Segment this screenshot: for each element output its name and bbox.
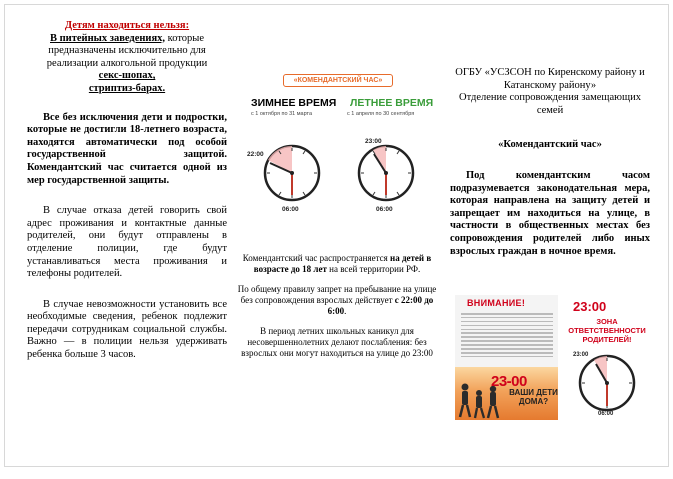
scope-text-c: на всей территории РФ.	[326, 264, 421, 274]
scope-text-a: Комендантский час распространяется	[242, 253, 391, 263]
left-heading-block	[27, 20, 227, 96]
poster-clock-bottom-label: 06:00	[598, 411, 614, 417]
rule-text-a: По общему правилу запрет на пребывание на улице без сопровождения взрослых действует	[237, 284, 437, 305]
winter-start-label: 22:00	[247, 151, 264, 158]
restriction-heading: Детям находиться нельзя:	[64, 20, 190, 31]
middle-text	[237, 253, 437, 359]
summer-start-label: 23:00	[365, 138, 382, 145]
winter-range: с 1 октября по 31 марта	[251, 111, 313, 117]
winter-end-label: 06:00	[282, 206, 299, 213]
drinking-establishments: В питейных заведениях,	[50, 32, 166, 44]
state-protection-paragraph: Все без исключения дети и подростки, которые не достигли 18-летнего возраста, находятся автоматически под особой государственной защитой. Комендантский час считается одной из мер государственной защиты.	[27, 111, 227, 186]
summer-time-label: ЛЕТНЕЕ ВРЕМЯ	[350, 97, 434, 109]
middle-column	[237, 67, 437, 359]
attention-label: ВНИМАНИЕ!	[467, 298, 526, 308]
poster-clock-top-label: 23:00	[573, 352, 589, 358]
winter-time-label: ЗИМНЕЕ ВРЕМЯ	[251, 97, 337, 109]
organization-name: ОГБУ «УСЗСОН по Киренскому району и Катанскому району»	[455, 67, 645, 91]
brochure-page	[4, 4, 669, 467]
clocks-graphic	[237, 67, 437, 225]
winter-clock-icon	[265, 146, 319, 200]
summer-paragraph: В период летних школьных каникул для несовершеннолетних делают послабления: без взрослых они могут находиться на улице до 23:00	[241, 326, 433, 358]
poster-time: 23:00	[573, 299, 607, 314]
brochure-title: «Комендантский час»	[498, 139, 602, 151]
summer-clock-icon	[359, 146, 413, 200]
poster-question: ВАШИ ДЕТИ ДОМА?	[509, 388, 558, 406]
refusal-paragraph: В случае отказа детей говорить свой адрес проживания и контактные данные родителей, они будут отправлены в отделение полиции, где будут устанавливаться места проживания и телефоны родителей.	[27, 205, 227, 280]
sex-shops: секс-шопах,	[98, 70, 156, 82]
left-column	[27, 20, 227, 362]
rule-text-c: .	[344, 306, 347, 316]
department-name: Отделение сопровождения замещающих семей	[459, 92, 641, 116]
infographic-title: «КОМЕНДАНТСКИЙ ЧАС»	[283, 74, 393, 87]
summer-range: с 1 апреля по 30 сентября	[347, 111, 415, 117]
rule-text-b: с 22:00 до 6:00	[327, 295, 434, 316]
strip-bars: стриптиз-барах.	[88, 82, 166, 94]
social-service-paragraph: В случае невозможности установить все необходимые сведения, ребенок подлежит передачи сотрудникам социальной службы. Важно — в полиции нельзя удерживать ребенка больше 3 часов.	[27, 298, 227, 361]
scope-paragraph	[237, 253, 437, 275]
poster-clock-icon	[455, 295, 651, 420]
responsibility-zone-label: ЗОНА ОТВЕТСТВЕННОСТИ РОДИТЕЛЕЙ!	[568, 317, 646, 344]
right-column	[450, 67, 650, 258]
curfew-poster	[455, 295, 651, 420]
definition-paragraph: Под комендантским часом подразумевается законодательная мера, которая направлена на защиту детей и запрещает им находиться на улице, в частности в общественных местах без сопровождения родителей либо иных взрослых граждан в ночное время.	[450, 169, 650, 257]
poster-big-time: 23-00	[491, 373, 527, 390]
general-rule-paragraph	[237, 284, 437, 317]
drinking-establishments-desc: которые предназначены исключительно для реализации алкогольной продукции	[46, 32, 208, 69]
summer-end-label: 06:00	[376, 206, 393, 213]
scope-text-b: на детей в возрасте до 18 лет	[253, 253, 432, 274]
curfew-infographic	[237, 67, 437, 225]
